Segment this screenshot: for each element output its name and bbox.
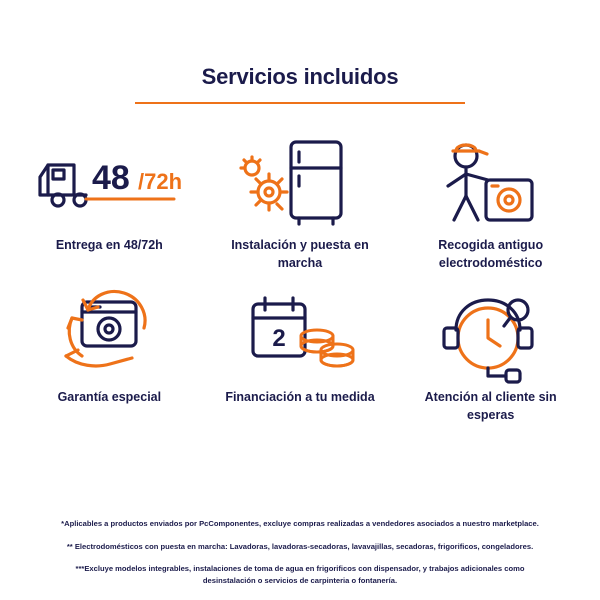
service-label: Garantía especial [57, 390, 162, 405]
page-title: Servicios incluidos [201, 64, 399, 89]
title-underline [135, 102, 465, 104]
technician-old-appliance-pickup-icon [426, 130, 556, 234]
svg-text:/72h: /72h [138, 169, 183, 194]
service-label: Instalación y puesta en marcha [231, 238, 369, 271]
services-grid [0, 130, 600, 425]
footnotes [0, 518, 600, 586]
service-label: Financiación a tu medida [225, 390, 375, 405]
service-item-warranty [14, 282, 205, 424]
service-item-pickup [395, 130, 586, 272]
service-label: Atención al cliente sin esperas [424, 390, 557, 423]
svg-text:2: 2 [272, 325, 286, 353]
hand-washing-machine-warranty-icon [44, 282, 174, 386]
fridge-gear-installation-icon [235, 130, 365, 234]
delivery-truck-48-72h-icon [34, 130, 184, 234]
footnote-3: ***Excluye modelos integrables, instalaciones de toma de agua en frigorificos con dispensador, y trabajos adicionales como desinstalación o servicios de carpinteria o fontanería. [75, 564, 525, 585]
service-label: Entrega en 48/72h [55, 238, 163, 252]
svg-text:48: 48 [92, 159, 131, 197]
service-item-support [395, 282, 586, 424]
service-item-installation [205, 130, 396, 272]
footnote-1: *Aplicables a productos enviados por PcComponentes, excluye compras realizadas a vendedores asociados a nuestro marketplace. [61, 519, 539, 529]
calendar-coins-financing-icon [235, 282, 365, 386]
service-item-financing [205, 282, 396, 424]
service-item-delivery [14, 130, 205, 272]
service-label: Recogida antiguo electrodoméstico [438, 238, 544, 271]
footnote-2: ** Electrodomésticos con puesta en marcha: Lavadoras, lavadoras-secadoras, lavavajillas, secadoras, frigorificos, congeladores. [66, 541, 534, 551]
clock-headset-support-icon [426, 282, 556, 386]
